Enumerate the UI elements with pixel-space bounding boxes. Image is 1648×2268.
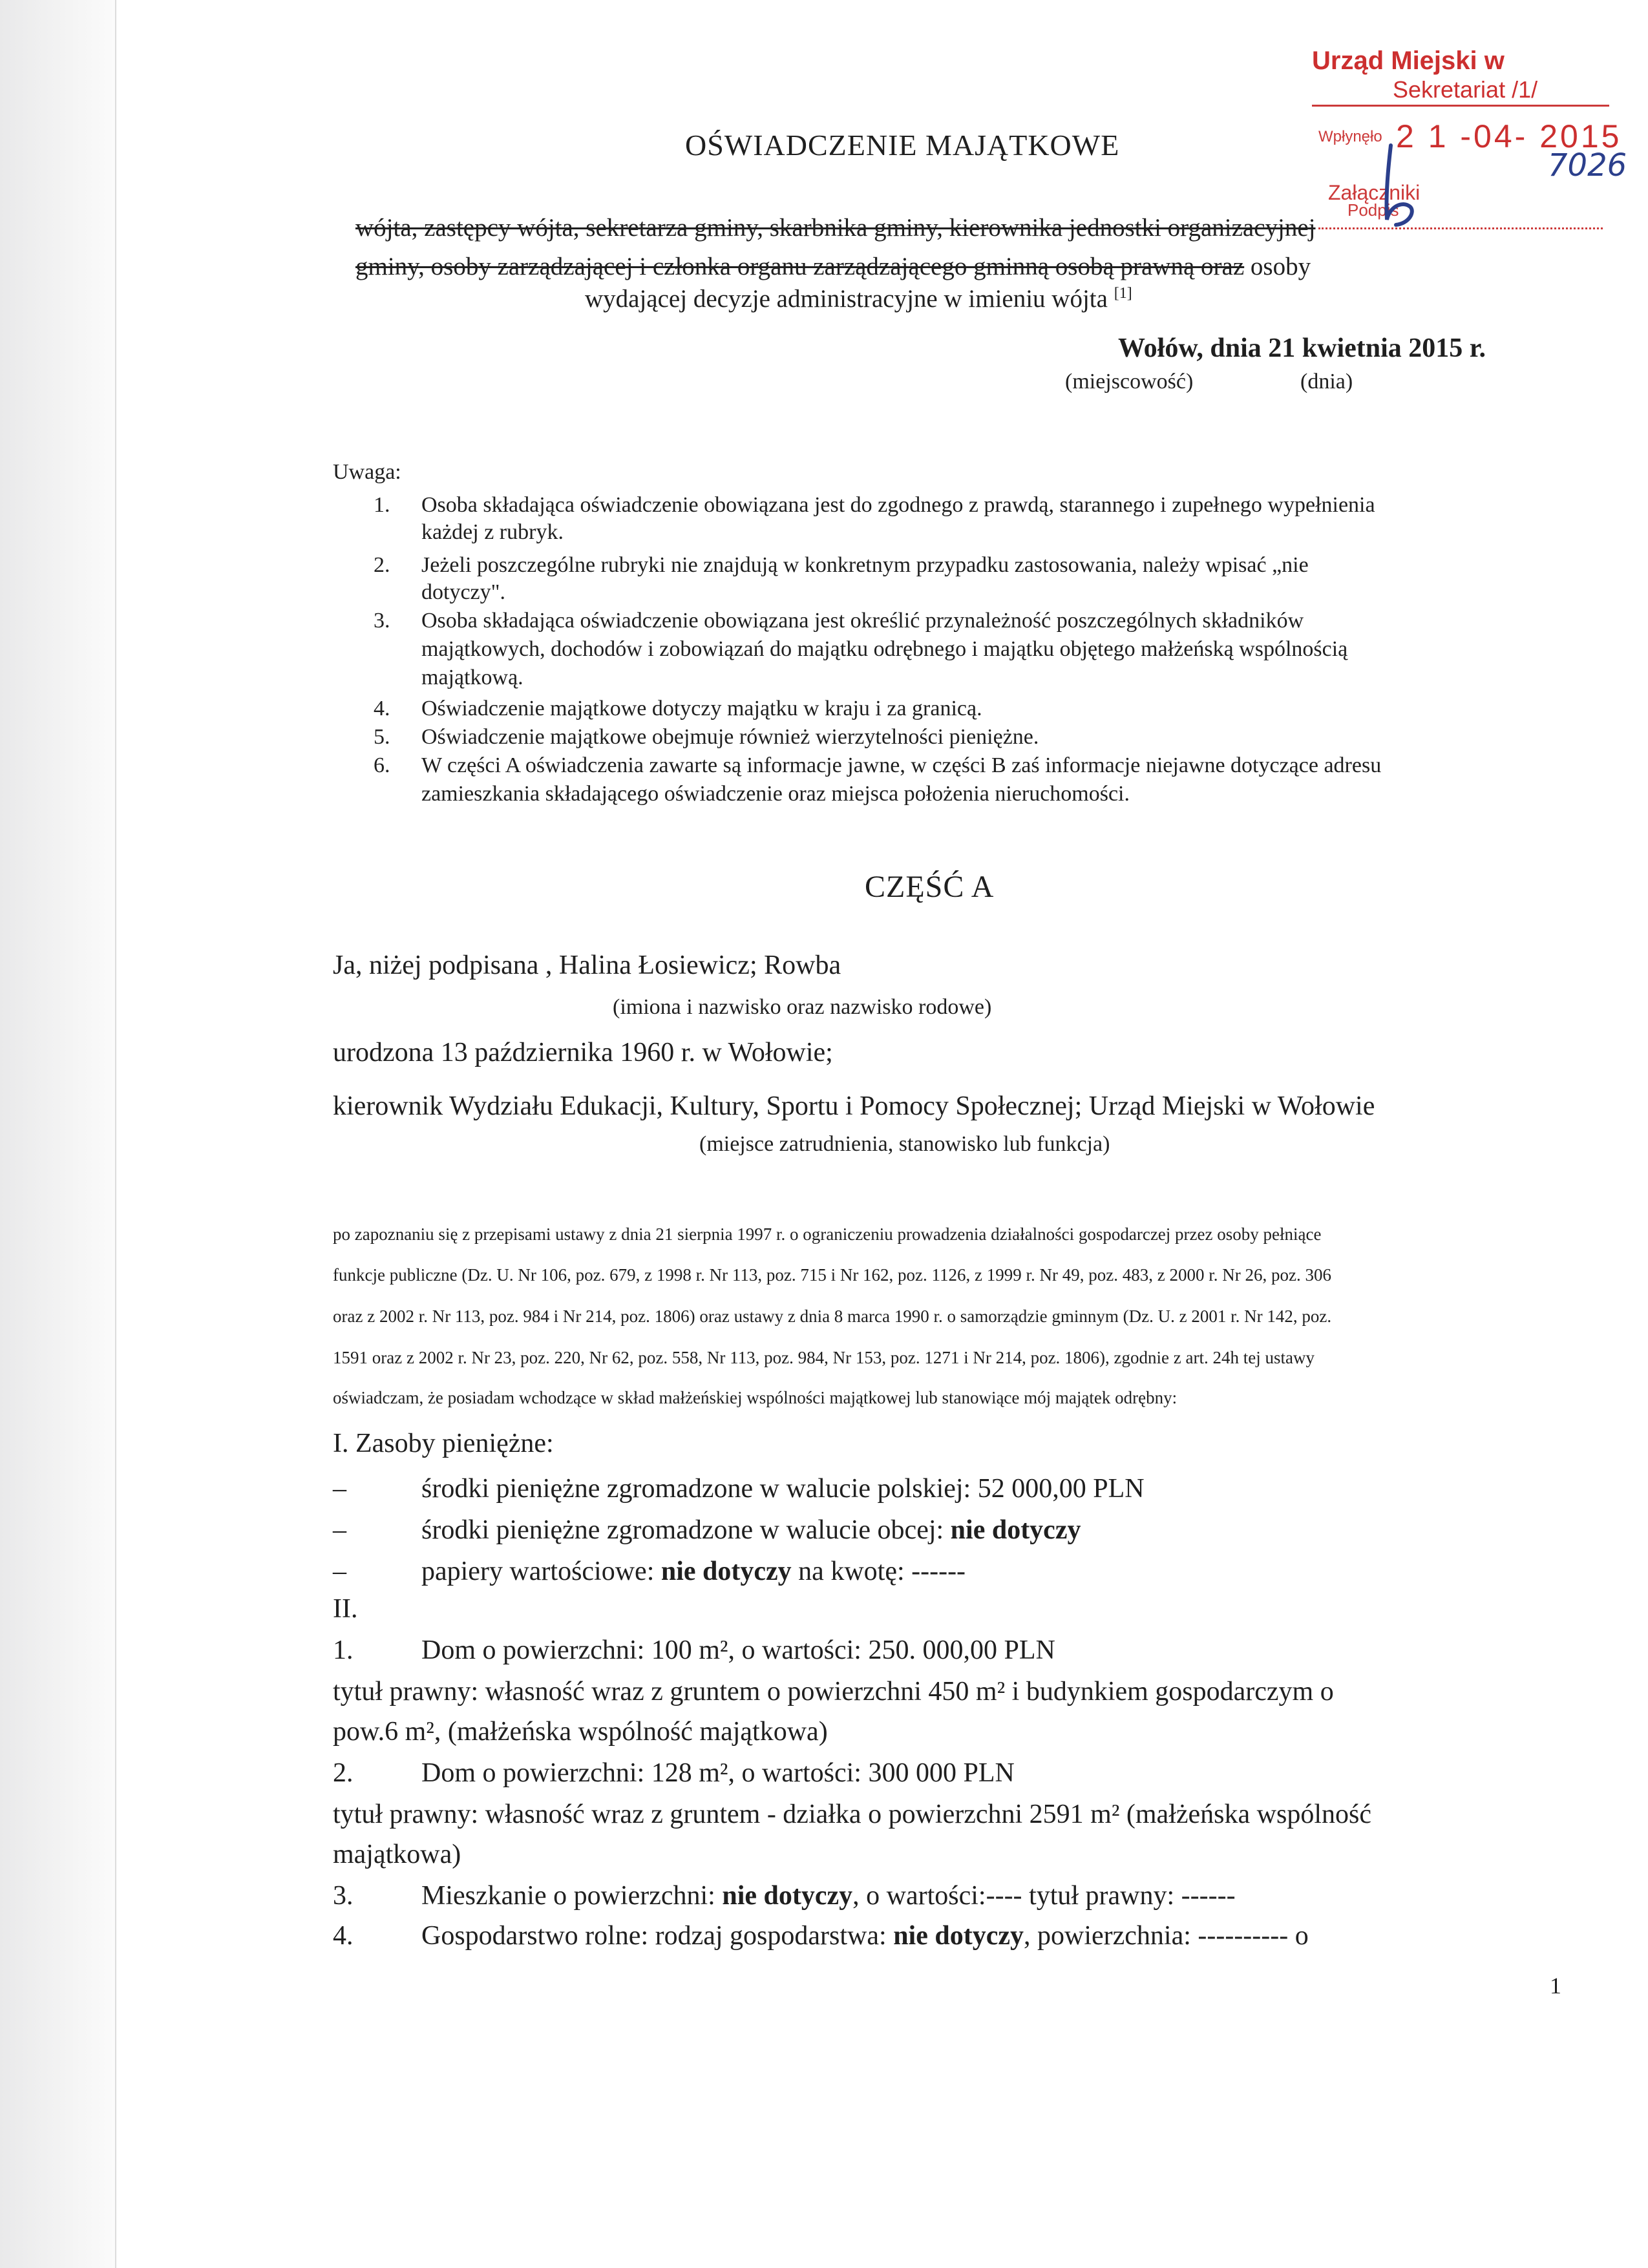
note-text: Jeżeli poszczególne rubryki nie znajdują w konkretnym przypadku zastosowania, należy wpisać „nie [421,553,1309,577]
name-caption: (imiona i nazwisko oraz nazwisko rodowe) [613,995,992,1019]
house-2-title-cont: majątkowa) [333,1840,461,1869]
subtitle-line-3 [585,284,1132,313]
subtitle-line-3-text: wydającej decyzje administracyjne w imieniu wójta [585,285,1108,313]
foreign-funds-value: nie dotyczy [950,1515,1081,1545]
stamp-divider [1312,105,1609,107]
note-text: Osoba składająca oświadczenie obowiązana jest określić przynależność poszczególnych składników [421,609,1304,633]
section-2-heading: II. [333,1594,358,1624]
house-1-title-cont: pow.6 m², (małżeńska wspólność majątkowa) [333,1717,828,1747]
note-number: 5. [374,725,390,749]
stamp-dotted-line [1318,227,1603,229]
note-text: majątkową. [421,666,523,689]
house-1: Dom o powierzchni: 100 m², o wartości: 250. 000,00 PLN [421,1635,1055,1665]
page-number: 1 [1550,1973,1561,1999]
securities [421,1556,966,1587]
apartment-value: nie dotyczy [722,1881,853,1911]
house-2: Dom o powierzchni: 128 m², o wartości: 300 000 PLN [421,1758,1015,1788]
stamp-department: Sekretariat /1/ [1393,76,1538,103]
note-number: 2. [374,553,390,577]
apartment-label: Mieszkanie o powierzchni: [421,1881,723,1911]
position-line: kierownik Wydziału Edukacji, Kultury, Sportu i Pomocy Społecznej; Urząd Miejski w Wołowie [333,1091,1375,1121]
document-title: OŚWIADCZENIE MAJĄTKOWE [685,129,1120,162]
place-caption: (miejscowość) [1065,370,1194,394]
note-number: 4. [374,697,390,720]
date-caption: (dnia) [1300,370,1353,394]
footnote-ref: [1] [1114,285,1132,302]
stamp-attachments-label: Załączniki [1328,181,1421,204]
list-dash: – [333,1515,346,1545]
subtitle-line-1 [355,213,1316,242]
stamp-office: Urząd Miejski w [1312,47,1505,75]
list-dash: – [333,1474,346,1504]
securities-label: papiery wartościowe: [421,1557,661,1586]
notes-label: Uwaga: [333,460,401,484]
stamp-signature-label: Podpis [1347,200,1399,220]
registry-number: 7026 [1548,147,1627,184]
part-a-heading: CZĘŚĆ A [865,870,995,904]
note-number: 6. [374,753,390,777]
item-number: 4. [333,1921,354,1951]
legal-text-line: oświadczam, że posiadam wchodzące w skład małżeńskiej wspólności majątkowej lub stanowiące mój majątek odrębny: [333,1388,1178,1407]
note-text: Oświadczenie majątkowe obejmuje również wierzytelności pieniężne. [421,725,1039,749]
item-number: 1. [333,1635,354,1665]
item-number: 3. [333,1881,354,1911]
legal-text-line: po zapoznaniu się z przepisami ustawy z dnia 21 sierpnia 1997 r. o ograniczeniu prowadzenia działalności gospodarczej przez osoby pełniące [333,1224,1322,1244]
subtitle-line-2 [355,252,1311,281]
position-caption: (miejsce zatrudnienia, stanowisko lub funkcja) [699,1132,1110,1156]
note-text: zamieszkania składającego oświadczenie oraz miejsca położenia nieruchomości. [421,782,1130,806]
foreign-funds-label: środki pieniężne zgromadzone w walucie obcej: [421,1515,951,1545]
declarant-line: Ja, niżej podpisana , Halina Łosiewicz; Rowba [333,950,841,980]
note-text: W części A oświadczenia zawarte są informacje jawne, w części B zaś informacje niejawne dotyczące adresu [421,753,1382,777]
farm-tail: , powierzchnia: ---------- o [1023,1921,1309,1951]
securities-tail: na kwotę: ------ [791,1557,966,1586]
farm [421,1920,1309,1951]
house-1-title: tytuł prawny: własność wraz z gruntem o powierzchni 450 m² i budynkiem gospodarczym o [333,1677,1334,1706]
list-dash: – [333,1557,346,1586]
subtitle-line-2-tail: osoby [1244,253,1311,280]
scan-edge [0,0,116,2268]
apartment [421,1880,1236,1911]
apartment-tail: , o wartości:---- tytuł prawny: ------ [852,1881,1236,1911]
birth-line: urodzona 13 października 1960 r. w Wołowie; [333,1038,833,1067]
note-text: Oświadczenie majątkowe dotyczy majątku w kraju i za granicą. [421,697,982,720]
stamp-received-date: 2 1 -04- 2015 [1396,118,1622,154]
legal-text-line: funkcje publiczne (Dz. U. Nr 106, poz. 679, z 1998 r. Nr 113, poz. 715 i Nr 162, poz. 1126, z 1999 r. Nr 49, poz. 483, z 2000 r. Nr 26, poz. 306 [333,1265,1331,1285]
foreign-funds [421,1515,1081,1546]
stamp-received-label: Wpłynęło [1318,128,1382,145]
farm-label: Gospodarstwo rolne: rodzaj gospodarstwa: [421,1921,894,1951]
note-number: 3. [374,609,390,633]
struck-roles-1: wójta, zastępcy wójta, sekretarza gminy, skarbnika gminy, kierownika jednostki organizacyjnej [355,214,1316,242]
farm-value: nie dotyczy [893,1921,1024,1951]
house-2-title: tytuł prawny: własność wraz z gruntem - działka o powierzchni 2591 m² (małżeńska wspólność [333,1800,1371,1829]
note-text: Osoba składająca oświadczenie obowiązana jest do zgodnego z prawdą, starannego i zupełnego wypełnienia [421,493,1375,517]
legal-text-line: oraz z 2002 r. Nr 113, poz. 984 i Nr 214, poz. 1806) oraz ustawy z dnia 8 marca 1990 r. o samorządzie gminnym (Dz. U. z 2001 r. Nr 142, poz. [333,1307,1332,1326]
place-date: Wołów, dnia 21 kwietnia 2015 r. [1118,333,1486,363]
pln-funds: środki pieniężne zgromadzone w walucie polskiej: 52 000,00 PLN [421,1474,1145,1504]
handwritten-initial-icon [1377,142,1422,233]
note-text: dotyczy". [421,580,506,604]
item-number: 2. [333,1758,354,1788]
legal-text-line: 1591 oraz z 2002 r. Nr 23, poz. 220, Nr 62, poz. 558, Nr 113, poz. 984, Nr 153, poz. 1271 i Nr 214, poz. 1806), zgodnie z art. 24h tej ustawy [333,1348,1315,1367]
note-text: każdej z rubryk. [421,520,564,544]
section-1-heading: I. Zasoby pieniężne: [333,1429,554,1458]
note-text: majątkowych, dochodów i zobowiązań do majątku odrębnego i majątku objętego małżeńską wspólnością [421,637,1348,661]
struck-roles-2: gminy, osoby zarządzającej i członka organu zarządzającego gminną osobą prawną oraz [355,253,1245,280]
note-number: 1. [374,493,390,517]
securities-value: nie dotyczy [660,1557,792,1586]
